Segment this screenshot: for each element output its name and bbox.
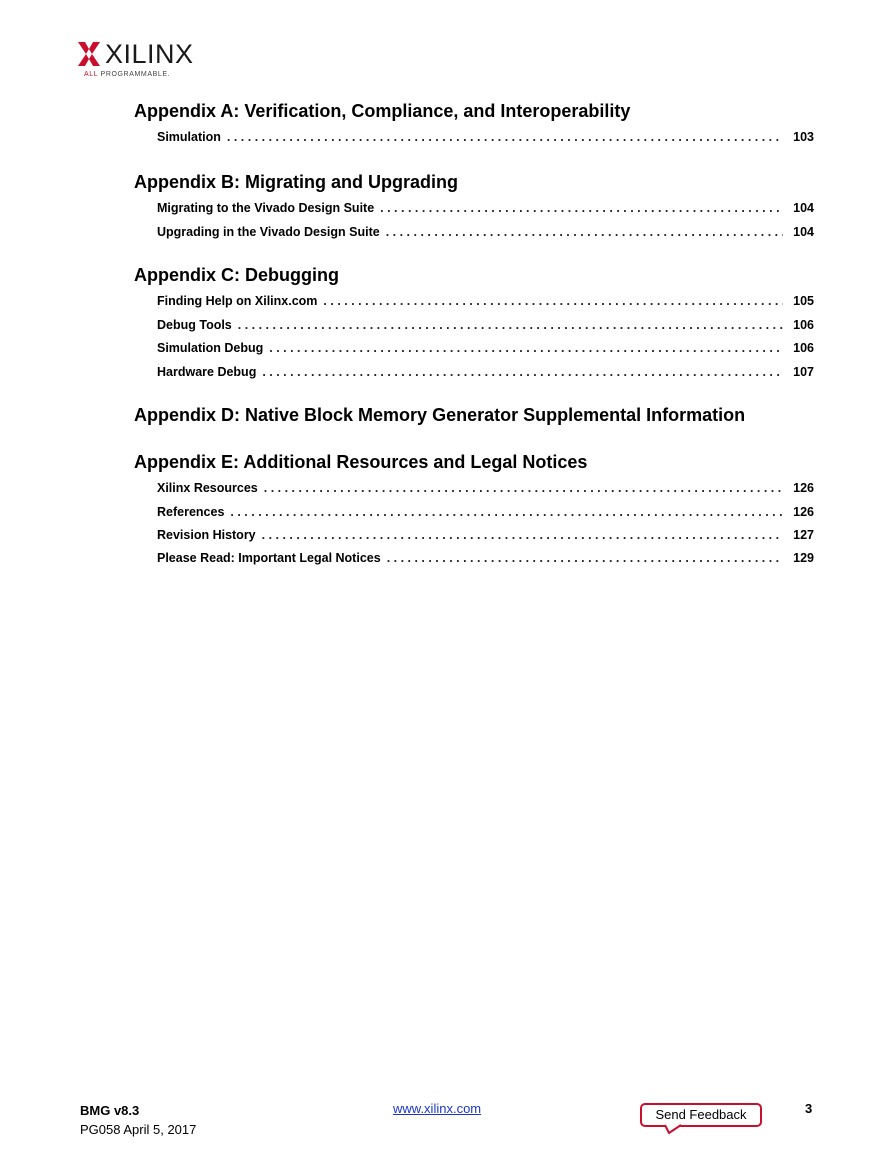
appendix-title[interactable]: Appendix A: Verification, Compliance, and Interoperability — [134, 101, 631, 121]
toc-entry[interactable] — [157, 481, 814, 499]
toc-entry-page: 126 — [793, 505, 814, 519]
footer-product: BMG v8.3 — [80, 1103, 140, 1118]
leader-dots — [269, 341, 783, 355]
appendix-title[interactable]: Appendix C: Debugging — [134, 265, 339, 285]
toc-entry[interactable] — [157, 528, 814, 546]
toc-entry-page: 106 — [793, 318, 814, 332]
toc-entry[interactable] — [157, 318, 814, 336]
toc-entry-page: 127 — [793, 528, 814, 542]
leader-dots — [387, 551, 783, 565]
xilinx-logo — [78, 40, 218, 82]
footer-doc-info — [80, 1101, 196, 1139]
toc-entry[interactable] — [157, 225, 814, 243]
toc-entry[interactable] — [157, 551, 814, 569]
appendix-e — [134, 451, 814, 565]
send-feedback-button[interactable]: Send Feedback — [640, 1103, 762, 1127]
leader-dots — [230, 505, 783, 519]
toc-entry-page: 129 — [793, 551, 814, 565]
toc-entry[interactable] — [157, 201, 814, 219]
toc-entry[interactable] — [157, 365, 814, 383]
toc-entry-page: 105 — [793, 294, 814, 308]
toc-entry[interactable] — [157, 130, 814, 148]
toc-entry-label: Please Read: Important Legal Notices — [157, 551, 381, 565]
appendix-title[interactable]: Appendix B: Migrating and Upgrading — [134, 172, 458, 192]
page-number: 3 — [805, 1101, 813, 1116]
leader-dots — [227, 130, 783, 144]
appendix-d — [134, 404, 814, 426]
logo-wordmark: XILINX — [105, 39, 194, 69]
toc-entry-label: Debug Tools — [157, 318, 232, 332]
toc-entry-label: Hardware Debug — [157, 365, 257, 379]
toc-entry-label: Simulation — [157, 130, 221, 144]
toc-entry-page: 106 — [793, 341, 814, 355]
toc-entry-label: Finding Help on Xilinx.com — [157, 294, 318, 308]
footer-website-link[interactable]: www.xilinx.com — [393, 1101, 482, 1116]
toc-entry-label: Xilinx Resources — [157, 481, 258, 495]
toc-entry[interactable] — [157, 505, 814, 523]
leader-dots — [323, 294, 783, 308]
footer-doc-date: PG058 April 5, 2017 — [80, 1122, 197, 1137]
appendix-a — [134, 100, 814, 144]
toc-entry-page: 103 — [793, 130, 814, 144]
toc-entry-page: 126 — [793, 481, 814, 495]
leader-dots — [380, 201, 783, 215]
logo-tagline: ALL PROGRAMMABLE. — [84, 71, 171, 78]
leader-dots — [262, 365, 783, 379]
appendix-title[interactable]: Appendix D: Native Block Memory Generator Supplemental Information — [134, 405, 746, 425]
toc-entry-label: References — [157, 505, 225, 519]
toc-entry[interactable] — [157, 341, 814, 359]
speech-bubble-tail-icon — [665, 1124, 683, 1134]
xilinx-logo-icon — [78, 42, 100, 66]
leader-dots — [264, 481, 783, 495]
toc-entry-page: 107 — [793, 365, 814, 379]
leader-dots — [262, 528, 784, 542]
appendix-b — [134, 171, 814, 239]
appendix-c — [134, 264, 814, 379]
toc-entry-page: 104 — [793, 201, 814, 215]
toc-entry-label: Upgrading in the Vivado Design Suite — [157, 225, 380, 239]
toc-entry-page: 104 — [793, 225, 814, 239]
toc-entry-label: Simulation Debug — [157, 341, 264, 355]
toc-entry-label: Migrating to the Vivado Design Suite — [157, 201, 375, 215]
toc-entry-label: Revision History — [157, 528, 256, 542]
appendix-title[interactable]: Appendix E: Additional Resources and Legal Notices — [134, 452, 588, 472]
toc-entry[interactable] — [157, 294, 814, 312]
leader-dots — [386, 225, 783, 239]
leader-dots — [238, 318, 783, 332]
